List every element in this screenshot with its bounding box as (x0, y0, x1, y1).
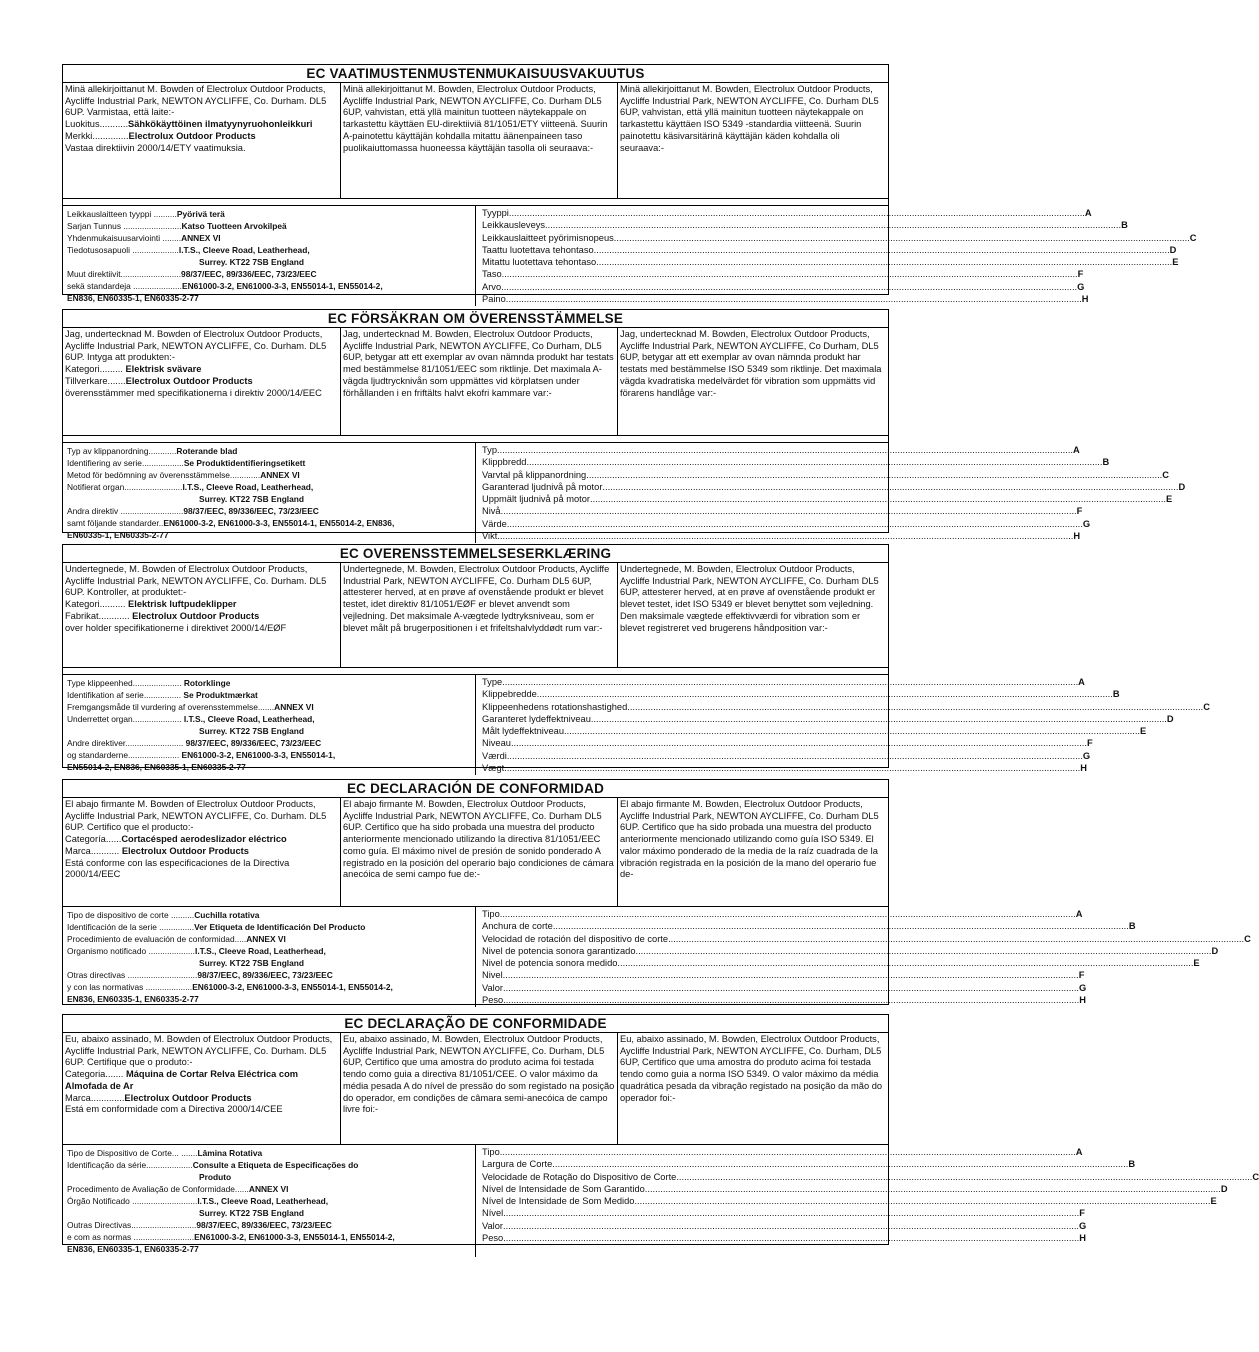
noise-statement: Jag, undertecknad M. Bowden, Electrolux Outdoor Products, Aycliffe Industrial Park, NEWTON AYCLIFFE, Co Durham, DL5 6UP, betygar att ett exemplar av ovan nämnda produkt har testats med bestämmelse 81/1051/EEC som riktlinje. Det maximala A-vägda ljudtrycknivån som uppmättes vid körplatsen under förhållanden i en friftälts halvt ekofri kammare var:- (340, 328, 617, 435)
legend-label: Taso (482, 269, 502, 280)
detail-label: Sarjan Tunnus ......................... (67, 221, 182, 231)
detail-row (67, 1231, 471, 1243)
legend-row (482, 505, 1083, 517)
detail-row (67, 268, 471, 280)
legend-row (482, 456, 1110, 468)
detail-label: Tipo de Dispositivo de Corte... ....... (67, 1148, 198, 1158)
legend-row (482, 701, 1210, 713)
detail-row (67, 945, 471, 957)
leader-dots (537, 688, 1113, 700)
legend-code: D (1211, 945, 1219, 956)
detail-label: Identifiering av serie.................. (67, 458, 184, 468)
vibration-statement: Undertegnede, M. Bowden, Electrolux Outdoor Products, Aycliffe Industrial Park, NEWTON AYCLIFFE, Co. Durham DL5 6UP, attesterer herved, at en prøve af ovenstående produkt er blevet testet, idet ISO 5349 er blevet benyttet som vejledning. Den maksimale vægtede effektivværdi for vibration som er blevet registreret ved brugerens håndposition var:- (617, 563, 888, 667)
legend-label: Valor (482, 982, 504, 993)
legend-code: A (1084, 208, 1092, 218)
legend-row (482, 737, 1093, 749)
legend-label: Varvtal på klippanordning (482, 469, 587, 480)
legend-row (482, 1146, 1083, 1158)
legend-code: C (1189, 232, 1197, 243)
legend-label: Velocidade de Rotação do Dispositivo de Corte (482, 1171, 677, 1182)
leader-dots (553, 920, 1129, 932)
detail-value: Consulte a Etiqueta de Especificações do (192, 1160, 359, 1170)
legend-label: Leikkausleveys (482, 220, 546, 231)
leader-dots (506, 293, 1082, 305)
detail-continuation: Surrey. KT22 7SB England (199, 257, 305, 267)
legend-code: A (1075, 909, 1083, 919)
leader-dots (676, 1171, 1252, 1183)
section-title: EC DECLARAÇÃO DE CONFORMIDADE (63, 1015, 888, 1033)
legend-label: Nivå (482, 506, 501, 517)
legend-row (482, 481, 1186, 493)
leader-dots (668, 933, 1244, 945)
leader-dots (636, 945, 1212, 957)
legend-label: Nivel de potencia sonora garantizado (482, 945, 636, 956)
legend-row (482, 530, 1081, 542)
leader-dots (503, 1207, 1079, 1219)
detail-continuation: Surrey. KT22 7SB England (199, 958, 305, 968)
leader-dots (602, 481, 1178, 493)
legend-label: Klippbredd (482, 457, 527, 468)
detail-label: Yhdenmukaisuusarviointi ........ (67, 233, 182, 243)
detail-label: Órgão Notificado ............................ (67, 1196, 198, 1206)
legend-row (482, 493, 1173, 505)
noise-statement: Undertegnede, M. Bowden, Electrolux Outdoor Products, Aycliffe Industrial Park, NEWTON AYCLIFFE, Co. Durham DL5 6UP, attesterer herved, at en prøve af ovenstående produkt er blevet testet, idet direktiv 81/1051/EØF er blevet anvendt som vejledning. Det maksimale A-vægtede lydtryksniveau, som er blevet målt på brugerpositionen i et frifeltshalvlyddødt rum var:- (340, 563, 617, 667)
legend-row (482, 1232, 1086, 1244)
legend-row (482, 994, 1086, 1006)
detail-row (67, 969, 471, 981)
legend-code: B (1128, 1159, 1136, 1170)
declaration-spanish (62, 779, 1251, 1006)
legend-label: Klippebredde (482, 689, 537, 700)
detail-row (67, 469, 471, 481)
legend-code: F (1086, 738, 1093, 749)
detail-value: Katso Tuotteen Arvokilpeä (181, 221, 287, 231)
legend-label: Mitattu luotettava tehontaso (482, 257, 597, 268)
legend-label: Tipo (482, 1147, 500, 1157)
detail-value: EN61000-3-2, EN61000-3-3, EN55014-1, (179, 750, 336, 760)
signatory-statement: Minä allekirjoittanut M. Bowden of Electrolux Outdoor Products, Aycliffe Industrial Park, NEWTON AYCLIFFE, Co. Durham. DL5 6UP. Varmistaa, että laite:- Luokitus...........Sähkökäyttöinen ilmatyynyruohonleikkuri Merkki..............Electrolux Outdoor Products Vastaa direktiivin 2000/14/ETY vaatimuksia. (65, 84, 327, 153)
legend-code: G (1082, 518, 1091, 529)
leader-dots (503, 982, 1079, 994)
vibration-statement: Jag, undertecknad M. Bowden, Electrolux Outdoor Products, Aycliffe Industrial Park, NEWTON AYCLIFFE, Co Durham, DL5 6UP, betygar att ett exemplar av ovan nämnda produkt har testats med bestämmelse ISO 5349 som riktlinje. Det maximala vägda kvadratiska medelvärdet för vibration som uppmätts vid förarens handlåge var:- (617, 328, 888, 435)
detail-value: I.T.S., Cleeve Road, Leatherhead, (195, 946, 326, 956)
detail-label: sekä standardeja ..................... (67, 281, 182, 291)
detail-value: I.T.S., Cleeve Road, Leatherhead, (178, 245, 310, 255)
legend-code: D (1169, 244, 1177, 255)
legend-code: G (1082, 750, 1091, 761)
signatory-statement: Eu, abaixo assinado, M. Bowden of Electrolux Outdoor Products, Aycliffe Industrial Park, NEWTON AYCLIFFE, Co. Durham. DL5 6UP. Certifique que o produto:- Categoria....... Máquina de Cortar Relva Eléctrica com Almofada de Ar Marca.............Electrolux Outdoor Products Está em conformidade com a Directiva 2000/14/CEE (65, 1034, 333, 1115)
detail-value: EN61000-3-2, EN61000-3-3, EN55014-1, EN55014-2, (192, 982, 393, 992)
detail-row (67, 232, 471, 244)
legend-row (482, 750, 1091, 762)
legend-code: H (1081, 294, 1089, 305)
noise-statement: Minä allekirjoittanut M. Bowden, Electrolux Outdoor Products, Aycliffe Industrial Park, NEWTON AYCLIFFE, Co. Durham DL5 6UP, vahvistan, että yllä mainitun tuotteen näytekappale on tarkastettu käyttäen EU-direktiiviä 81/1051/ETY viitteenä. Suurin A-painotettu käyttäjän kohdalla mitattu äänenpaineen taso puolikaiuttomassa huoneessa käyttäjän tasolla oli seuraava:- (340, 83, 617, 198)
legend-row (482, 1195, 1217, 1207)
leader-dots (500, 908, 1076, 920)
legend-label: Type (482, 677, 503, 687)
leader-dots (501, 505, 1077, 517)
detail-row (67, 208, 471, 220)
legend-code: B (1112, 689, 1120, 700)
detail-label: e com as normas .......................... (67, 1232, 195, 1242)
detail-label: Identificação da série.................... (67, 1160, 193, 1170)
leader-dots (497, 530, 1073, 542)
leader-dots (500, 1146, 1076, 1158)
leader-dots (507, 750, 1083, 762)
detail-row (67, 689, 471, 701)
leader-dots (586, 469, 1162, 481)
legend-label: Valor (482, 1220, 504, 1231)
declaration-danish (62, 544, 1210, 774)
leader-dots (501, 281, 1077, 293)
legend-label: Tyyppi (482, 208, 509, 218)
detail-row (67, 933, 471, 945)
legend-label: Nivel de potencia sonora medido (482, 958, 618, 969)
leader-dots (503, 1232, 1079, 1244)
leader-dots (594, 244, 1170, 256)
leader-dots (591, 713, 1167, 725)
declaration-finnish (62, 64, 1197, 305)
signatory-statement: El abajo firmante M. Bowden of Electrolux Outdoor Products, Aycliffe Industrial Park, NEWTON AYCLIFFE, Co. Durham. DL5 6UP. Certifico que el producto:- Categoría......Cortacésped aerodeslizador eléctrico Marca........... Electrolux Outdoor Products Está conforme con las especificaciones de la Directiva 2000/14/EEC (65, 799, 327, 880)
detail-label: og standarderne...................... (67, 750, 180, 760)
product-details (63, 675, 475, 775)
leader-dots (590, 493, 1166, 505)
detail-standards: EN55014-2, EN836, EN60335-1, EN60335-2-77 (67, 762, 246, 772)
legend-label: Nivel (482, 970, 503, 981)
legend-label: Garanterad ljudnivå på motor (482, 481, 603, 492)
detail-standards: EN836, EN60335-1, EN60335-2-77 (67, 1244, 199, 1254)
leader-dots (497, 444, 1073, 456)
leader-dots (502, 676, 1078, 688)
legend-row (482, 945, 1219, 957)
legend-label: Velocidad de rotación del dispositivo de corte (482, 933, 669, 944)
section-title: EC OVERENSSTEMMELSESERKLÆRING (63, 545, 888, 563)
detail-value: 98/37/EEC, 89/336/EEC, 73/23/EEC (183, 506, 319, 516)
legend-code: H (1080, 763, 1087, 774)
detail-row (67, 981, 471, 993)
legend-row (482, 908, 1083, 920)
legend-label: Leikkauslaitteet pyörimisnopeus (482, 232, 614, 243)
legend-code: A (1075, 1147, 1083, 1157)
detail-row (67, 505, 471, 517)
detail-value: ANNEX VI (246, 934, 286, 944)
legend-code: B (1121, 220, 1128, 231)
legend-code: G (1077, 281, 1085, 292)
detail-label: Andre direktiver......................... (67, 738, 184, 748)
legend-label: Nível (482, 1208, 504, 1219)
legend-code: B (1128, 921, 1136, 932)
legend-row (482, 518, 1091, 530)
legend-row (482, 725, 1147, 737)
legend-row (482, 957, 1200, 969)
legend-label: Vægt (482, 763, 505, 774)
product-details (63, 443, 475, 543)
legend-code: G (1079, 982, 1087, 993)
detail-label: Type klippeenhed..................... (67, 678, 182, 688)
legend-row (482, 293, 1089, 305)
measurement-legend (475, 1145, 1259, 1257)
leader-dots (504, 762, 1080, 774)
legend-label: Klippeenhedens rotationshastighed (482, 701, 628, 712)
detail-label: Andra direktiv ........................... (67, 506, 184, 516)
legend-code: B (1102, 457, 1110, 468)
detail-label: Tiedotusosapuoli .................... (67, 245, 179, 255)
legend-code: C (1244, 933, 1251, 944)
detail-label: Procedimento de Avaliação de Conformidade...... (67, 1184, 249, 1194)
legend-row (482, 713, 1174, 725)
legend-row (482, 256, 1179, 268)
legend-label: Anchura de corte (482, 921, 553, 932)
legend-row (482, 281, 1085, 293)
legend-label: Garanteret lydeffektniveau (482, 713, 591, 724)
legend-label: Målt lydeffektniveau (482, 726, 564, 737)
legend-code: F (1077, 269, 1084, 280)
detail-continuation: Produto (199, 1172, 232, 1182)
detail-label: samt följande standarder.. (67, 518, 164, 528)
legend-code: D (1178, 481, 1186, 492)
detail-value: Lâmina Rotativa (197, 1148, 263, 1158)
detail-row (67, 737, 471, 749)
legend-row (482, 469, 1169, 481)
legend-label: Nível de Intensidade de Som Garantido (482, 1183, 645, 1194)
product-details (63, 907, 475, 1007)
legend-row (482, 268, 1084, 280)
detail-value: Rotorklinge (181, 678, 231, 688)
detail-standards: EN836, EN60335-1, EN60335-2-77 (67, 293, 199, 303)
leader-dots (502, 268, 1078, 280)
detail-row (67, 1195, 471, 1207)
leader-dots (645, 1183, 1221, 1195)
legend-row (482, 444, 1080, 456)
legend-code: H (1073, 531, 1081, 542)
legend-code: G (1079, 1220, 1087, 1231)
detail-row (67, 749, 471, 761)
detail-row (67, 1219, 471, 1231)
legend-row (482, 920, 1136, 932)
detail-continuation: Surrey. KT22 7SB England (199, 494, 305, 504)
legend-code: H (1079, 995, 1086, 1006)
detail-value: 98/37/EEC, 89/336/EEC, 73/23/EEC (197, 970, 333, 980)
vibration-statement: Minä allekirjoittanut M. Bowden, Electrolux Outdoor Products, Aycliffe Industrial Park, NEWTON AYCLIFFE, Co. Durham DL5 6UP, vahvistan, että yllä mainitun tuotteen näytekappale on tarkastettu käyttäen ISO 5349 -standardia viitteenä. Suurin painotettu käsivarsitärinä käyttäjän käden kohdalla oli seuraava:- (617, 83, 888, 198)
legend-row (482, 676, 1085, 688)
detail-standards: EN60335-1, EN60335-2-77 (67, 530, 169, 540)
legend-label: Værdi (482, 750, 507, 761)
measurement-legend (475, 675, 1210, 775)
legend-code: D (1220, 1183, 1228, 1194)
detail-label: Notifierat organ......................... (67, 482, 183, 492)
detail-label: Identificación de la serie ............... (67, 922, 195, 932)
leader-dots (627, 701, 1203, 713)
detail-label: Typ av klippanordning............ (67, 446, 177, 456)
legend-row (482, 688, 1120, 700)
product-details (63, 206, 475, 306)
detail-row (67, 713, 471, 725)
legend-row (482, 1207, 1085, 1219)
legend-code: C (1203, 701, 1210, 712)
leader-dots (552, 1158, 1128, 1170)
section-title: EC VAATIMUSTENMUSTENMUKAISUUSVAKUUTUS (63, 65, 888, 83)
leader-dots (509, 207, 1085, 219)
leader-dots (503, 969, 1079, 981)
legend-code: E (1140, 726, 1147, 737)
detail-value: ANNEX VI (181, 233, 221, 243)
detail-continuation: Surrey. KT22 7SB England (199, 1208, 305, 1218)
declaration-portuguese (62, 1014, 1259, 1254)
detail-value: ANNEX VI (274, 702, 314, 712)
detail-row (67, 280, 471, 292)
detail-value: I.T.S., Cleeve Road, Leatherhead, (181, 714, 315, 724)
detail-row (67, 1159, 471, 1171)
detail-value: 98/37/EEC, 89/336/EEC, 73/23/EEC (196, 1220, 332, 1230)
detail-value: ANNEX VI (260, 470, 300, 480)
detail-value: EN61000-3-2, EN61000-3-3, EN55014-1, EN55014-2, (181, 281, 383, 291)
detail-row (67, 909, 471, 921)
detail-label: Identifikation af serie................ (67, 690, 182, 700)
noise-statement: Eu, abaixo assinado, M. Bowden, Electrolux Outdoor Products, Aycliffe Industrial Park, NEWTON AYCLIFFE, Co. Durham, DL5 6UP, Certifico que uma amostra do produto acima foi testada tendo como guia a directiva 81/1051/CEE. O valor máximo da média pesada A do nível de pressão do som registado na posição do operador, em condições de câmara semi-anecóica de campo livre foi:- (340, 1033, 617, 1144)
detail-value: Cuchilla rotativa (194, 910, 260, 920)
leader-dots (596, 256, 1172, 268)
legend-label: Uppmält ljudnivå på motor (482, 494, 590, 505)
detail-continuation: Surrey. KT22 7SB England (199, 726, 305, 736)
legend-code: C (1252, 1171, 1259, 1182)
signatory-statement: Jag, undertecknad M. Bowden of Electrolux Outdoor Products, Aycliffe Industrial Park, NEWTON AYCLIFFE, Co. Durham. DL5 6UP. Intyga att produkten:- Kategori......... Elektrisk svävare Tillverkare.......Electrolux Outdoor Products överensstämmer med specifikationerna i direktiv 2000/14/EEC (65, 329, 327, 398)
detail-value: Se Produktidentifieringsetikett (183, 458, 306, 468)
legend-code: E (1210, 1196, 1217, 1207)
measurement-legend (475, 907, 1251, 1007)
legend-code: D (1166, 713, 1174, 724)
leader-dots (564, 725, 1140, 737)
legend-label: Nível de Intensidade de Som Medido (482, 1196, 635, 1207)
legend-row (482, 244, 1177, 256)
detail-value: EN61000-3-2, EN61000-3-3, EN55014-1, EN55014-2, EN836, (163, 518, 395, 528)
legend-code: E (1193, 958, 1200, 969)
detail-label: Fremgangsmåde til vurdering af overensstemmelse....... (67, 702, 275, 712)
leader-dots (526, 456, 1102, 468)
legend-row (482, 232, 1197, 244)
detail-row (67, 445, 471, 457)
legend-code: E (1166, 494, 1173, 505)
detail-value: 98/37/EEC, 89/336/EEC, 73/23/EEC (183, 738, 322, 748)
detail-label: Tipo de dispositivo de corte .......... (67, 910, 195, 920)
detail-value: Se Produktmærkat (181, 690, 258, 700)
legend-code: F (1078, 970, 1085, 981)
legend-code: E (1172, 257, 1179, 268)
detail-label: Underrettet organ..................... (67, 714, 182, 724)
legend-label: Niveau (482, 738, 511, 749)
detail-row (67, 1183, 471, 1195)
legend-label: Typ (482, 445, 497, 455)
leader-dots (634, 1195, 1210, 1207)
legend-code: A (1078, 677, 1085, 687)
detail-label: Organismo notificado .................... (67, 946, 196, 956)
detail-value: ANNEX VI (248, 1184, 289, 1194)
legend-code: C (1162, 469, 1169, 480)
noise-statement: El abajo firmante M. Bowden, Electrolux Outdoor Products, Aycliffe Industrial Park, NEWTON AYCLIFFE, Co. Durham DL5 6UP. Certifico que ha sido probada una muestra del producto anteriormente mencionado utilizando la directiva 81/1051/EEC como guía. El máximo nivel de presión de sonido ponderado A registrado en la posición del operario bajo condiciones de cámara anecóica de semi campo fue de:- (340, 798, 617, 906)
legend-label: Taattu luotettava tehontaso (482, 244, 594, 255)
detail-row (67, 677, 471, 689)
legend-row (482, 969, 1085, 981)
legend-label: Arvo (482, 281, 502, 292)
legend-label: Peso (482, 1233, 504, 1244)
detail-value: Ver Etiqueta de Identificación Del Producto (194, 922, 366, 932)
legend-label: Vikt (482, 531, 498, 542)
legend-row (482, 982, 1087, 994)
legend-code: A (1073, 445, 1080, 455)
legend-label: Tipo (482, 909, 500, 919)
section-title: EC FÖRSÄKRAN OM ÖVERENSSTÄMMELSE (63, 310, 888, 328)
leader-dots (545, 219, 1121, 231)
detail-value: Roterande blad (176, 446, 238, 456)
legend-row (482, 1158, 1136, 1170)
detail-label: Leikkauslaitteen tyyppi .......... (67, 209, 177, 219)
legend-label: Peso (482, 995, 504, 1006)
vibration-statement: El abajo firmante M. Bowden, Electrolux Outdoor Products, Aycliffe Industrial Park, NEWTON AYCLIFFE, Co. Durham DL5 6UP. Certifico que ha sido probada una muestra del producto anteriormente mencionado utilizando como guía ISO 5349. El valor máximo ponderado de la media de la raíz cuadrada de la vibración registrada en la posición de la mano del operario fue de- (617, 798, 888, 906)
legend-code: F (1079, 1208, 1085, 1219)
detail-standards: EN836, EN60335-1, EN60335-2-77 (67, 994, 199, 1004)
detail-row (67, 220, 471, 232)
detail-value: I.T.S., Cleeve Road, Leatherhead, (182, 482, 314, 492)
detail-row (67, 1147, 471, 1159)
vibration-statement: Eu, abaixo assinado, M. Bowden, Electrolux Outdoor Products, Aycliffe Industrial Park, NEWTON AYCLIFFE, Co. Durham, DL5 6UP, Certifico que uma amostra do produto acima foi testada tendo como guia a norma ISO 5349. O valor máximo da média quadrática pesada da vibração registado na posição da mão do operador foi:- (617, 1033, 888, 1144)
detail-value: EN61000-3-2, EN61000-3-3, EN55014-1, EN55014-2, (194, 1232, 395, 1242)
detail-label: Otras directivas .............................. (67, 970, 198, 980)
detail-label: Metod för bedömning av överensstämmelse............. (67, 470, 261, 480)
detail-value: 98/37/EEC, 89/336/EEC, 73/23/EEC (181, 269, 317, 279)
detail-value: Pyörivä terä (176, 209, 225, 219)
signatory-statement: Undertegnede, M. Bowden of Electrolux Outdoor Products, Aycliffe Industrial Park, NEWTON AYCLIFFE, Co. Durham. DL5 6UP. Kontroller, at produktet:- Kategori.......... Elektrisk luftpudeklipper Fabrikat............ Electrolux Outdoor Products over holder specifikationerne i direktivet 2000/14/EØF (65, 564, 327, 633)
detail-label: Procedimiento de evaluación de conformidad..... (67, 934, 247, 944)
leader-dots (503, 1220, 1079, 1232)
detail-row (67, 481, 471, 493)
section-title: EC DECLARACIÓN DE CONFORMIDAD (63, 780, 888, 798)
legend-label: Paino (482, 294, 506, 305)
declaration-swedish (62, 309, 1186, 542)
leader-dots (503, 994, 1079, 1006)
leader-dots (614, 232, 1190, 244)
leader-dots (617, 957, 1193, 969)
measurement-legend (475, 443, 1186, 543)
detail-label: Muut direktiivit.......................... (67, 269, 182, 279)
legend-row (482, 1183, 1228, 1195)
legend-row (482, 207, 1092, 219)
measurement-legend (475, 206, 1197, 306)
legend-row (482, 219, 1128, 231)
leader-dots (507, 518, 1083, 530)
detail-row (67, 921, 471, 933)
legend-row (482, 1171, 1259, 1183)
legend-row (482, 762, 1087, 774)
legend-row (482, 933, 1251, 945)
detail-label: Outras Directivas............................ (67, 1220, 197, 1230)
legend-label: Värde (482, 518, 507, 529)
detail-row (67, 457, 471, 469)
legend-row (482, 1220, 1087, 1232)
detail-value: I.T.S., Cleeve Road, Leatherhead, (197, 1196, 329, 1206)
detail-row (67, 517, 471, 529)
product-details (63, 1145, 475, 1257)
detail-label: y con las normativas .................... (67, 982, 193, 992)
detail-row (67, 701, 471, 713)
detail-row (67, 244, 471, 256)
leader-dots (511, 737, 1087, 749)
legend-code: H (1079, 1233, 1086, 1244)
legend-label: Largura de Corte (482, 1159, 553, 1170)
legend-code: F (1076, 506, 1083, 517)
